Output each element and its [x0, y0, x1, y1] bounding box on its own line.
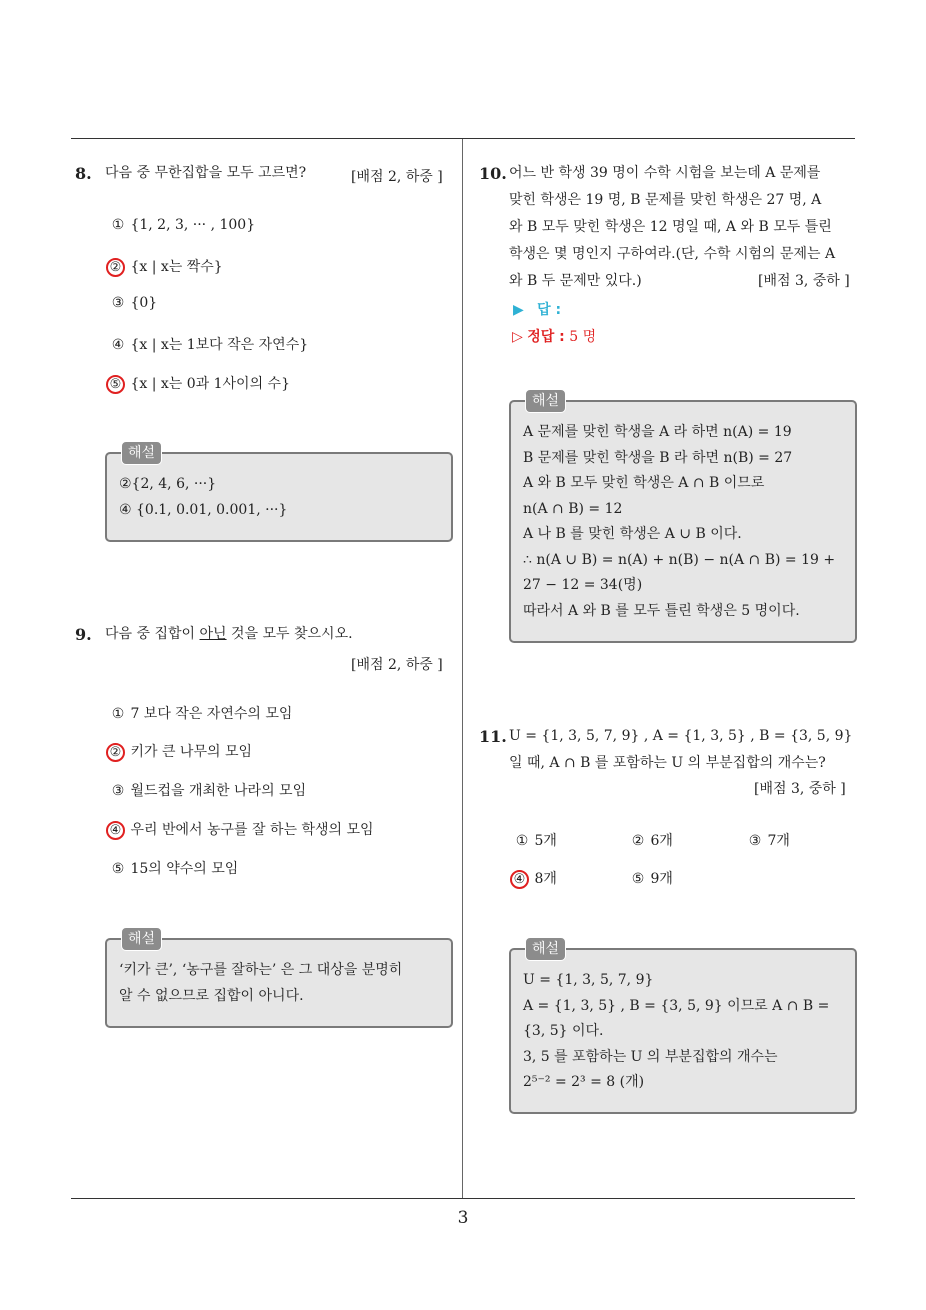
choice-3[interactable]: ③ 7개	[748, 833, 790, 849]
solution-box: 해설 U = {1, 3, 5, 7, 9} A = {1, 3, 5} , B = {3, 5, 9} 이므로 A ∩ B = {3, 5} 이다. 3, 5 를 포함하는 U 의 부분집합의 개수는 2⁵⁻² = 2³ = 8 (개)	[509, 948, 857, 1114]
choice-2[interactable]: ② 6개	[631, 833, 673, 849]
score-label: [배점 2, 하중 ]	[351, 169, 443, 185]
choice-5[interactable]: ⑤ {x | x는 0과 1사이의 수}	[110, 373, 290, 394]
score-label: [배점 2, 하중 ]	[351, 657, 443, 673]
solution-tag: 해설	[525, 937, 566, 961]
solution-tag: 해설	[525, 389, 566, 413]
choice-1[interactable]: ① 5개	[515, 833, 557, 849]
choice-1[interactable]: ① {1, 2, 3, ··· , 100}	[111, 217, 256, 233]
choice-3[interactable]: ③ 월드컵을 개최한 나라의 모임	[111, 783, 307, 799]
bottom-rule	[71, 1198, 855, 1199]
choice-1[interactable]: ① 7 보다 작은 자연수의 모임	[111, 706, 293, 722]
solution-tag: 해설	[121, 441, 162, 465]
choice-4[interactable]: ④ 우리 반에서 농구를 잘 하는 학생의 모임	[110, 819, 374, 840]
selected-mark-icon: ④	[106, 821, 125, 840]
play-triangle-icon: ▶	[513, 302, 524, 318]
selected-mark-icon: ⑤	[106, 375, 125, 394]
score-label: [배점 3, 중하 ]	[754, 781, 846, 797]
choice-2[interactable]: ② 키가 큰 나무의 모임	[110, 741, 252, 762]
selected-mark-icon: ②	[106, 258, 125, 277]
choice-4[interactable]: ④ 8개	[514, 868, 557, 889]
question-number: 9.	[75, 625, 92, 644]
question-number: 10.	[479, 164, 507, 183]
selected-mark-icon: ④	[510, 870, 529, 889]
top-rule	[71, 138, 855, 139]
question-text: U = {1, 3, 5, 7, 9} , A = {1, 3, 5} , B = {3, 5, 9} 일 때, A ∩ B 를 포함하는 U 의 부분집합의 개수는?	[509, 728, 853, 771]
choice-5[interactable]: ⑤ 9개	[631, 871, 673, 887]
score-label: [배점 3, 중하 ]	[758, 273, 850, 289]
choice-5[interactable]: ⑤ 15의 약수의 모임	[111, 861, 239, 877]
solution-tag: 해설	[121, 927, 162, 951]
answer-row: ▶ 답 :	[513, 302, 562, 318]
page-number: 3	[457, 1208, 469, 1228]
choice-2[interactable]: ② {x | x는 짝수}	[110, 256, 223, 277]
question-number: 8.	[75, 164, 92, 183]
question-text: 다음 중 집합이 아닌 것을 모두 찾으시오.	[105, 626, 353, 642]
question-number: 11.	[479, 727, 507, 746]
solution-box: 해설 A 문제를 맞힌 학생을 A 라 하면 n(A) = 19 B 문제를 맞힌 학생을 B 라 하면 n(B) = 27 A 와 B 모두 맞힌 학생은 A ∩ B 이므로 n(A ∩ B) = 12 A 나 B 를 맞힌 학생은 A ∪ B 이다. ∴ n(A ∪ B) = n(A) + n(B) − n(A ∩ B) = 19 + 27 − 12 = 34(명) 따라서 A 와 B 를 모두 틀린 학생은 5 명이다.	[509, 400, 857, 643]
solution-box: 해설 ‘키가 큰’, ‘농구를 잘하는’ 은 그 대상을 분명히 알 수 없으므로 집합이 아니다.	[105, 938, 453, 1028]
column-divider	[462, 139, 463, 1199]
correct-answer-row: ▷ 정답 : 5 명	[512, 329, 597, 345]
outline-triangle-icon: ▷	[512, 329, 523, 345]
selected-mark-icon: ②	[106, 743, 125, 762]
solution-box: 해설 ②{2, 4, 6, ···} ④ {0.1, 0.01, 0.001, ···}	[105, 452, 453, 542]
choice-3[interactable]: ③ {0}	[111, 295, 158, 311]
question-text: 다음 중 무한집합을 모두 고르면?	[105, 165, 307, 181]
choice-4[interactable]: ④ {x | x는 1보다 작은 자연수}	[111, 337, 309, 353]
question-text: 어느 반 학생 39 명이 수학 시험을 보는데 A 문제를 맞힌 학생은 19 명, B 문제를 맞힌 학생은 27 명, A 와 B 모두 맞힌 학생은 12 명일 때, A 와 B 모두 틀린 학생은 몇 명인지 구하여라.(단, 수학 시험의 문제는 A 와 B 두 문제만 있다.)	[509, 165, 836, 289]
